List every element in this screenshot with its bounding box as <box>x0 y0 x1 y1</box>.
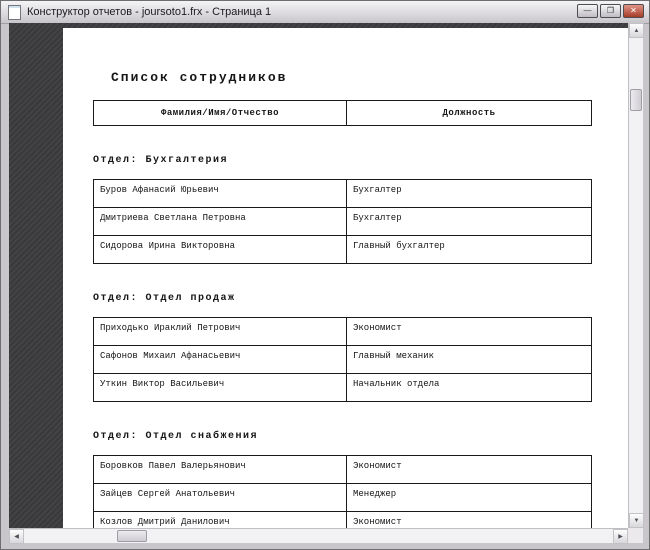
name-cell: Боровков Павел Валерьянович <box>94 456 347 484</box>
report-title: Список сотрудников <box>111 70 288 85</box>
caption-buttons <box>577 4 644 18</box>
employee-row <box>94 208 592 236</box>
report-page <box>63 28 628 528</box>
employee-row <box>94 346 592 374</box>
position-cell: Экономист <box>347 456 592 484</box>
group-label: Отдел: Отдел продаж <box>93 293 236 304</box>
name-cell: Зайцев Сергей Анатольевич <box>94 484 347 512</box>
header-row <box>94 101 592 126</box>
maximize-button[interactable]: ❐ <box>600 4 621 18</box>
group-table <box>93 179 592 264</box>
column-header-position: Должность <box>347 101 592 126</box>
position-cell: Главный механик <box>347 346 592 374</box>
name-cell: Приходько Ираклий Петрович <box>94 318 347 346</box>
employee-row <box>94 456 592 484</box>
vertical-scrollbar[interactable] <box>628 23 643 528</box>
scroll-up-icon[interactable]: ▲ <box>629 23 644 38</box>
position-cell: Начальник отдела <box>347 374 592 402</box>
employee-row <box>94 374 592 402</box>
scroll-down-icon[interactable]: ▼ <box>629 513 644 528</box>
name-cell: Буров Афанасий Юрьевич <box>94 180 347 208</box>
close-button[interactable]: ✕ <box>623 4 644 18</box>
name-cell: Уткин Виктор Васильевич <box>94 374 347 402</box>
name-cell: Дмитриева Светлана Петровна <box>94 208 347 236</box>
group-label: Отдел: Бухгалтерия <box>93 155 229 166</box>
horizontal-scrollbar[interactable] <box>9 528 628 543</box>
employee-row <box>94 236 592 264</box>
group-table <box>93 317 592 402</box>
employee-row <box>94 318 592 346</box>
position-cell: Менеджер <box>347 484 592 512</box>
client-area <box>9 23 643 543</box>
group-label: Отдел: Отдел снабжения <box>93 431 259 442</box>
position-cell: Главный бухгалтер <box>347 236 592 264</box>
minimize-button[interactable]: — <box>577 4 598 18</box>
column-header-table <box>93 100 592 126</box>
vertical-scroll-thumb[interactable] <box>630 89 642 111</box>
employee-row <box>94 484 592 512</box>
window-title: Конструктор отчетов - joursoto1.frx - Страница 1 <box>27 6 272 18</box>
position-cell: Бухгалтер <box>347 208 592 236</box>
name-cell: Козлов Дмитрий Данилович <box>94 512 347 529</box>
employee-row <box>94 512 592 529</box>
preview-area <box>9 23 628 528</box>
employee-row <box>94 180 592 208</box>
scroll-left-icon[interactable]: ◀ <box>9 529 24 544</box>
titlebar[interactable] <box>1 1 649 24</box>
scrollbar-corner <box>628 528 643 543</box>
name-cell: Сидорова Ирина Викторовна <box>94 236 347 264</box>
name-cell: Сафонов Михаил Афанасьевич <box>94 346 347 374</box>
group-table <box>93 455 592 528</box>
position-cell: Экономист <box>347 512 592 529</box>
scroll-right-icon[interactable]: ▶ <box>613 529 628 544</box>
position-cell: Экономист <box>347 318 592 346</box>
column-header-name: Фамилия/Имя/Отчество <box>94 101 347 126</box>
horizontal-scroll-thumb[interactable] <box>117 530 147 542</box>
position-cell: Бухгалтер <box>347 180 592 208</box>
app-icon[interactable] <box>8 5 21 20</box>
